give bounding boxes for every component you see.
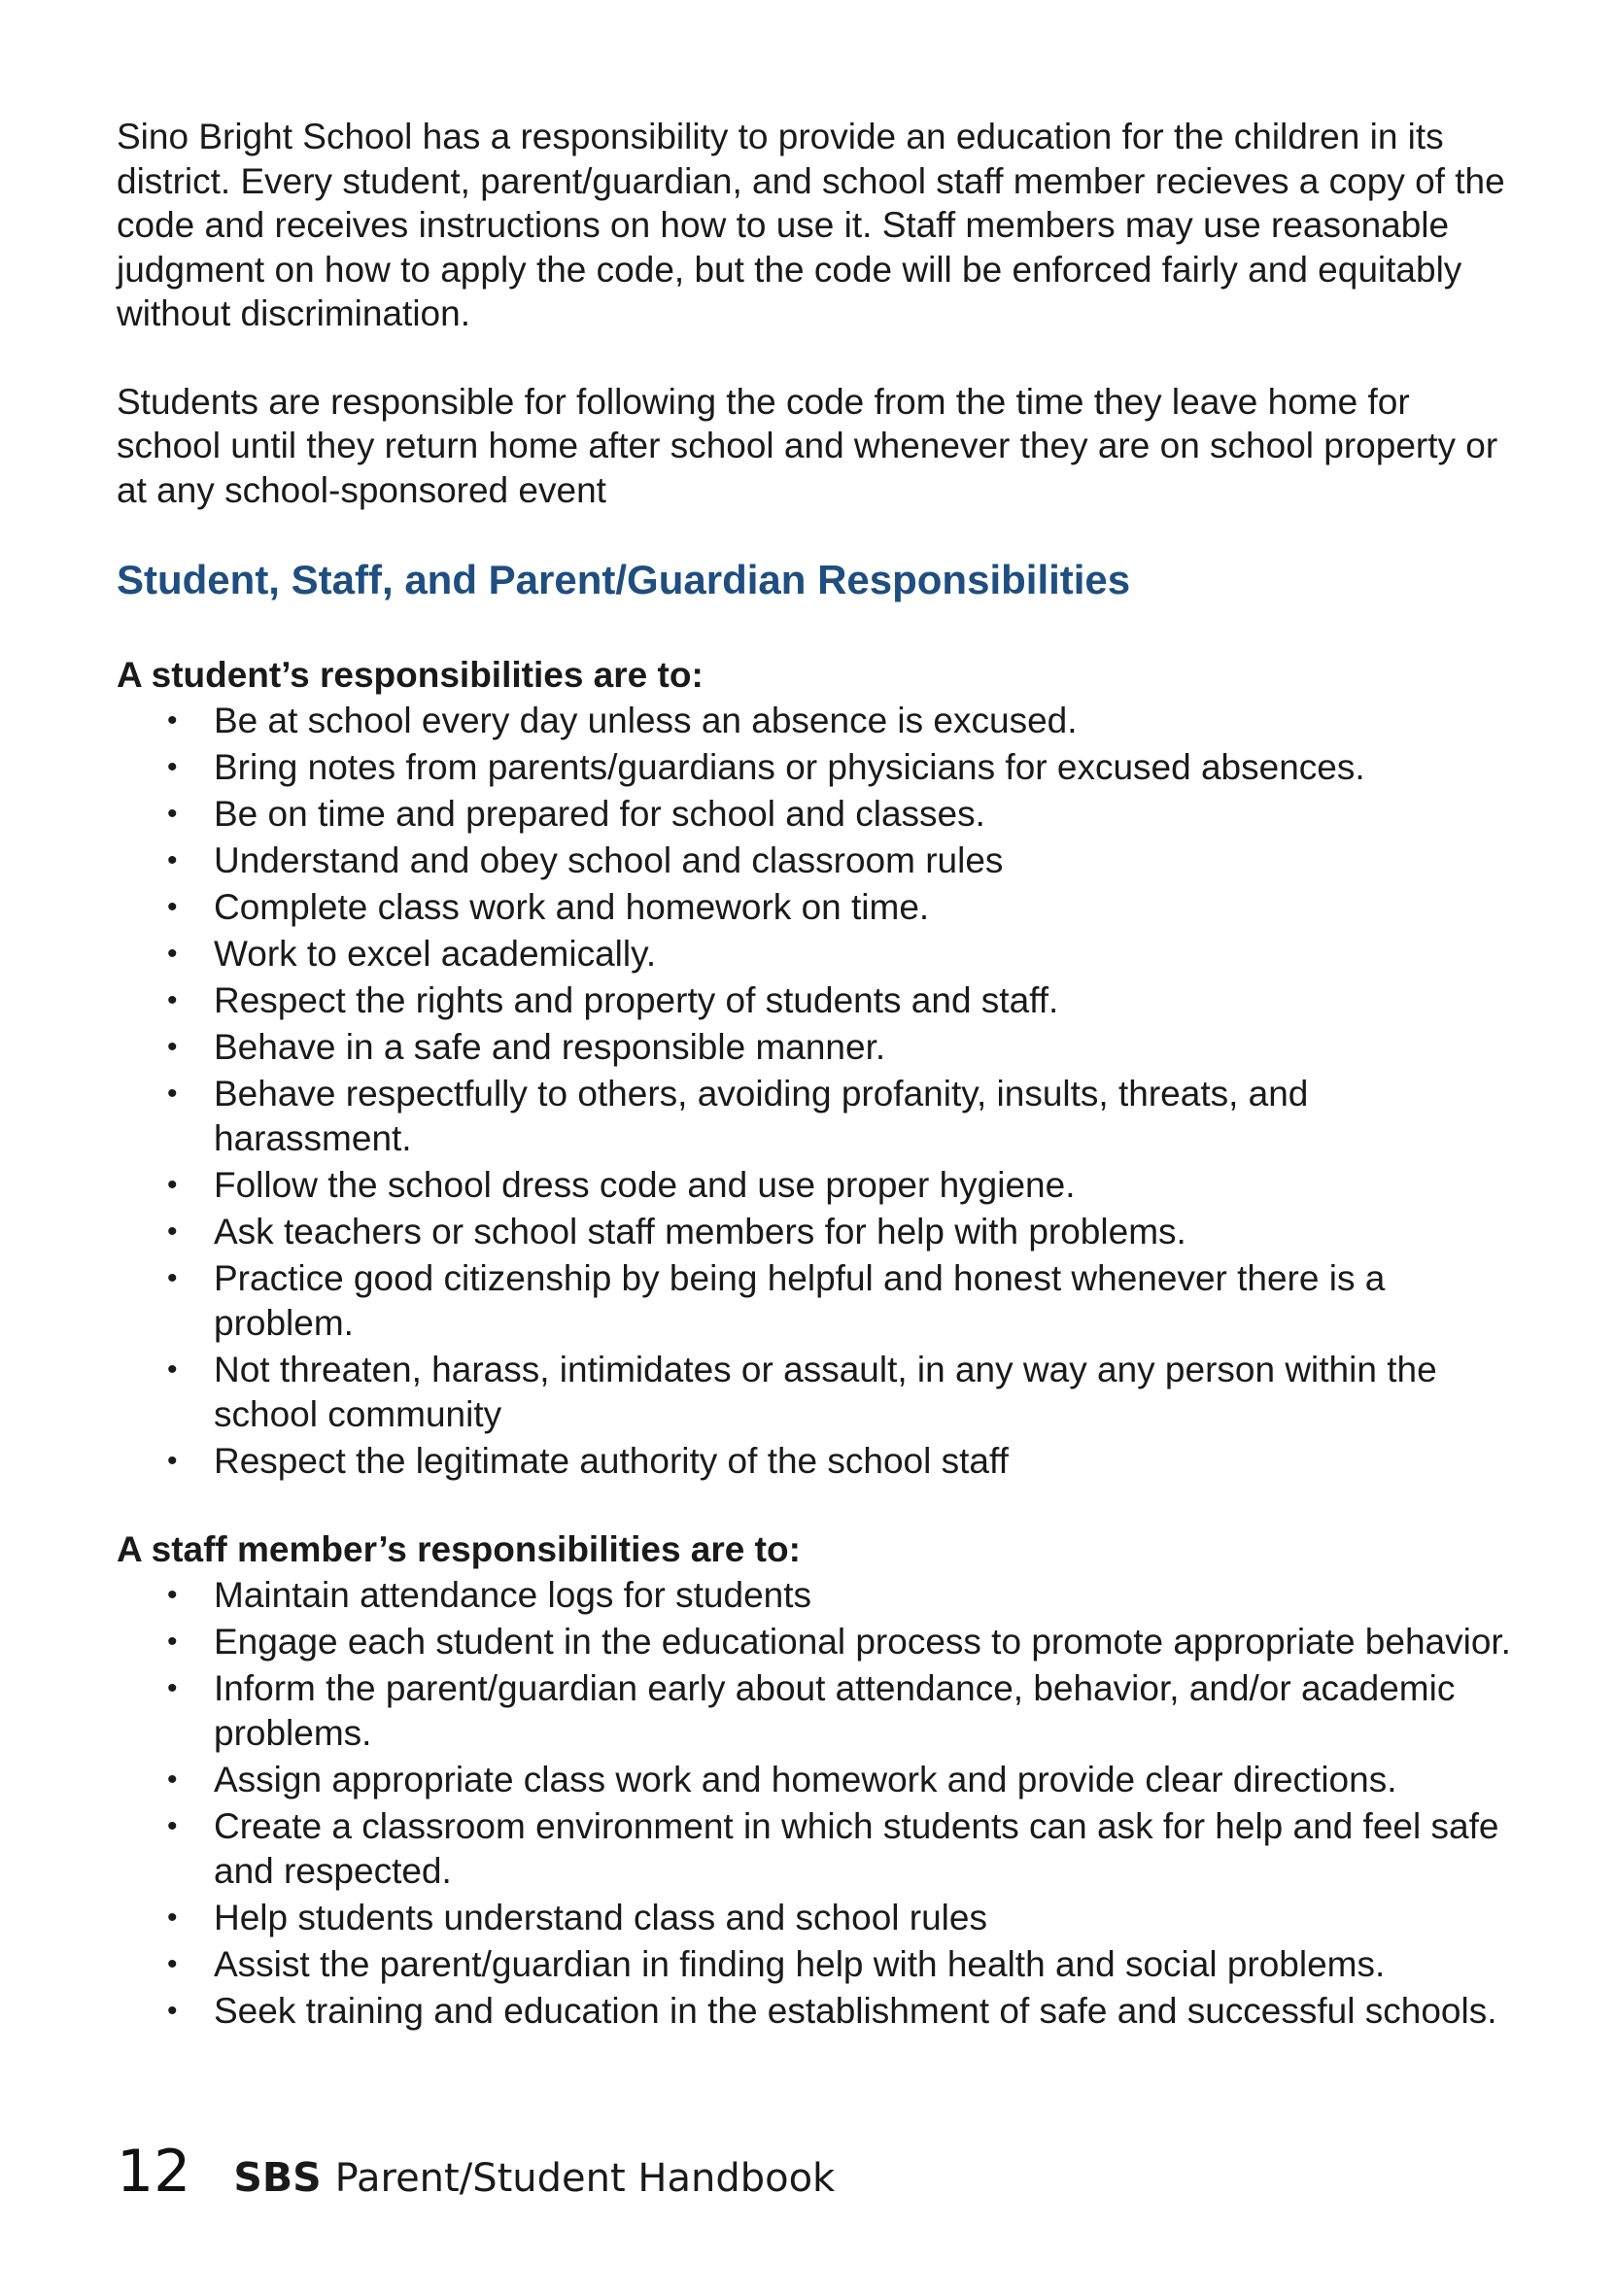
list-item-text: Ask teachers or school staff members for help with problems. bbox=[214, 1212, 1186, 1251]
bullet-icon: • bbox=[167, 1078, 178, 1110]
list-item bbox=[117, 792, 1516, 837]
list-item bbox=[117, 1025, 1516, 1070]
bullet-icon: • bbox=[167, 704, 178, 737]
list-item bbox=[117, 1896, 1516, 1940]
bullet-icon: • bbox=[167, 1354, 178, 1386]
list-item-text: Respect the rights and property of students and staff. bbox=[214, 980, 1059, 1020]
handbook-title: Parent/Student Handbook bbox=[334, 2156, 836, 2201]
bullet-icon: • bbox=[167, 1031, 178, 1063]
page-footer bbox=[117, 2138, 835, 2206]
bullet-icon: • bbox=[167, 1764, 178, 1796]
brand-abbreviation: SBS bbox=[233, 2154, 322, 2201]
student-responsibilities-list bbox=[117, 699, 1516, 1484]
list-item bbox=[117, 699, 1516, 743]
list-item-text: Follow the school dress code and use proper hygiene. bbox=[214, 1165, 1076, 1205]
list-item-text: Maintain attendance logs for students bbox=[214, 1575, 811, 1615]
bullet-icon: • bbox=[167, 1810, 178, 1842]
list-item bbox=[117, 885, 1516, 930]
bullet-icon: • bbox=[167, 891, 178, 923]
list-item-text: Inform the parent/guardian early about attendance, behavior, and/or academic problems. bbox=[214, 1668, 1456, 1753]
list-item bbox=[117, 1163, 1516, 1208]
document-body bbox=[117, 115, 1516, 2076]
list-item bbox=[117, 839, 1516, 883]
list-item-text: Seek training and education in the establishment of safe and successful schools. bbox=[214, 1991, 1497, 2031]
list-item bbox=[117, 1804, 1516, 1894]
list-item bbox=[117, 1666, 1516, 1756]
list-item-text: Be on time and prepared for school and classes. bbox=[214, 794, 985, 834]
bullet-icon: • bbox=[167, 984, 178, 1016]
list-item-text: Assist the parent/guardian in finding help with health and social problems. bbox=[214, 1944, 1386, 1984]
list-item bbox=[117, 1620, 1516, 1664]
list-item-text: Assign appropriate class work and homework and provide clear directions. bbox=[214, 1760, 1397, 1799]
list-item bbox=[117, 1256, 1516, 1346]
page-number: 12 bbox=[117, 2138, 191, 2206]
list-item bbox=[117, 745, 1516, 790]
staff-list-title: A staff member’s responsibilities are to: bbox=[117, 1529, 801, 1569]
intro-paragraph-1: Sino Bright School has a responsibility to provide an education for the children in its district. Every student, parent/guardian, and school staff member recieves a copy of the code and receives instructions on how to use it. Staff members may use reasonable judgment on how to apply the code, but the code will be enforced fairly and equitably without discrimination. bbox=[117, 117, 1505, 333]
list-item bbox=[117, 1439, 1516, 1484]
bullet-icon: • bbox=[167, 751, 178, 783]
list-item-text: Create a classroom environment in which students can ask for help and feel safe and respected. bbox=[214, 1806, 1499, 1891]
list-item-text: Behave respectfully to others, avoiding profanity, insults, threats, and harassment. bbox=[214, 1074, 1309, 1158]
bullet-icon: • bbox=[167, 1216, 178, 1248]
intro-paragraph-2: Students are responsible for following the code from the time they leave home for school until they return home after school and whenever they are on school property or at any school-sponsored event bbox=[117, 381, 1498, 510]
list-item bbox=[117, 978, 1516, 1023]
bullet-icon: • bbox=[167, 1948, 178, 1980]
list-item-text: Respect the legitimate authority of the school staff bbox=[214, 1441, 1009, 1481]
bullet-icon: • bbox=[167, 1445, 178, 1477]
bullet-icon: • bbox=[167, 1995, 178, 2027]
bullet-icon: • bbox=[167, 1579, 178, 1611]
bullet-icon: • bbox=[167, 1672, 178, 1704]
list-item bbox=[117, 1072, 1516, 1161]
list-item-text: Behave in a safe and responsible manner. bbox=[214, 1027, 886, 1067]
list-item bbox=[117, 932, 1516, 977]
bullet-icon: • bbox=[167, 1902, 178, 1934]
list-item bbox=[117, 1942, 1516, 1987]
list-item bbox=[117, 1573, 1516, 1618]
list-item-text: Bring notes from parents/guardians or physicians for excused absences. bbox=[214, 747, 1365, 787]
list-item-text: Engage each student in the educational process to promote appropriate behavior. bbox=[214, 1622, 1511, 1662]
list-item-text: Not threaten, harass, intimidates or assault, in any way any person within the school community bbox=[214, 1350, 1437, 1434]
list-item bbox=[117, 1210, 1516, 1254]
list-item-text: Understand and obey school and classroom rules bbox=[214, 840, 1004, 880]
bullet-icon: • bbox=[167, 1262, 178, 1294]
list-item bbox=[117, 1348, 1516, 1437]
bullet-icon: • bbox=[167, 1169, 178, 1201]
list-item-text: Be at school every day unless an absence is excused. bbox=[214, 701, 1078, 740]
student-list-title: A student’s responsibilities are to: bbox=[117, 655, 704, 695]
bullet-icon: • bbox=[167, 938, 178, 970]
list-item-text: Work to excel academically. bbox=[214, 934, 657, 974]
list-item-text: Help students understand class and school rules bbox=[214, 1898, 987, 1937]
bullet-icon: • bbox=[167, 844, 178, 876]
bullet-icon: • bbox=[167, 798, 178, 830]
list-item bbox=[117, 1758, 1516, 1802]
staff-responsibilities-list bbox=[117, 1573, 1516, 2034]
list-item-text: Practice good citizenship by being helpful and honest whenever there is a problem. bbox=[214, 1258, 1386, 1343]
section-heading: Student, Staff, and Parent/Guardian Responsibilities bbox=[117, 557, 1131, 602]
list-item-text: Complete class work and homework on time. bbox=[214, 887, 930, 927]
bullet-icon: • bbox=[167, 1626, 178, 1658]
list-item bbox=[117, 1989, 1516, 2034]
